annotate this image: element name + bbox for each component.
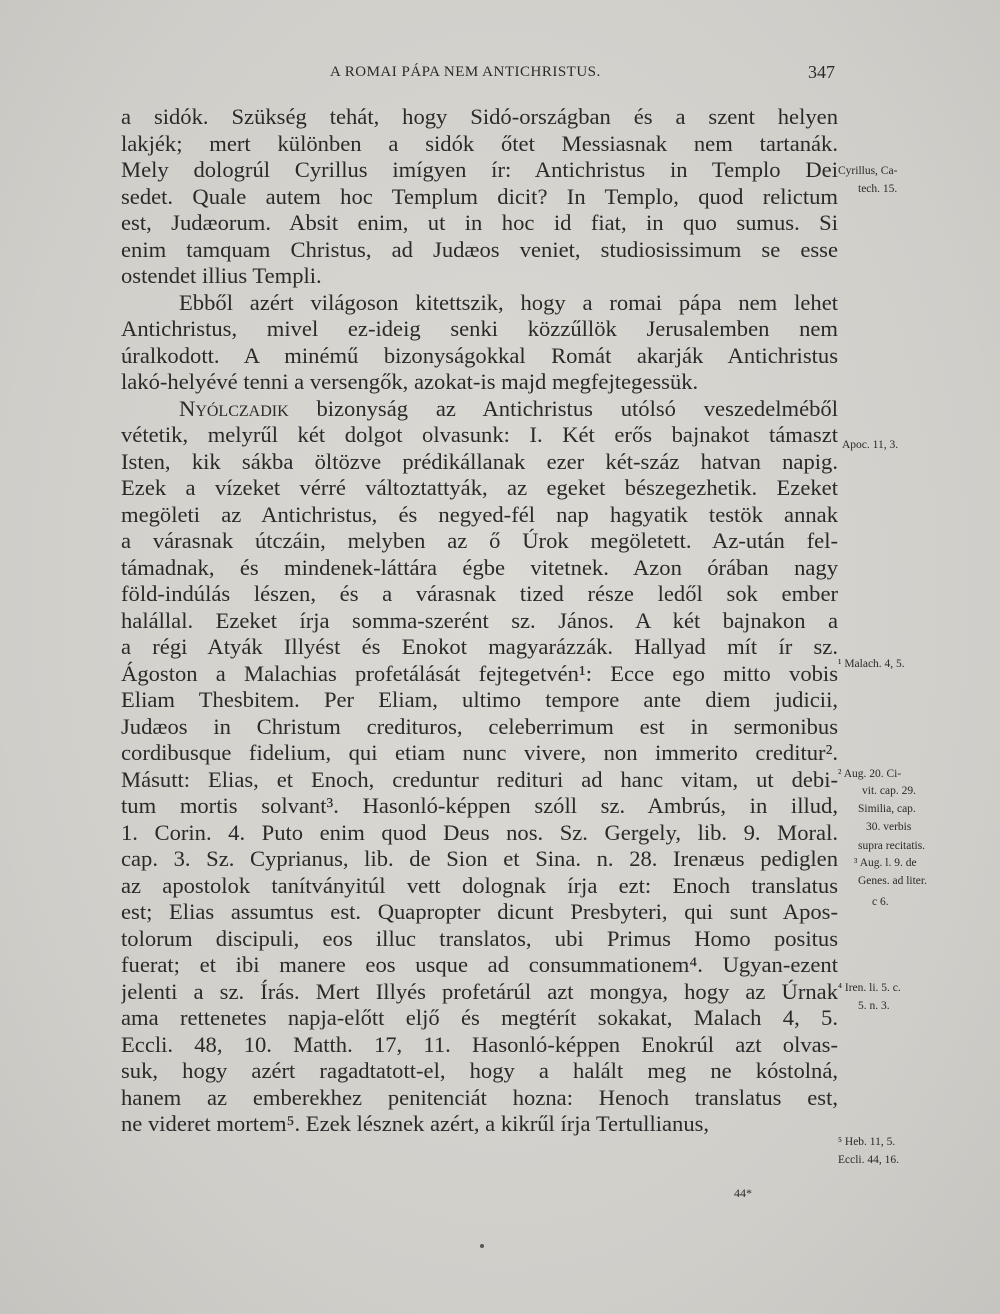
- body-text: [121, 104, 838, 1138]
- text-line: lakjék; mert különben a sidók őtet Messiasnak nem tartanák.: [121, 130, 838, 156]
- text-line: Eliam Thesbitem. Per Eliam, ultimo tempore ante diem judicii,: [121, 687, 838, 712]
- margin-note: ³ Aug. l. 9. de: [854, 857, 917, 869]
- text-line: ostendet illius Templi.: [121, 263, 322, 288]
- margin-note: vit. cap. 29.: [862, 785, 916, 797]
- text-line: vétetik, melyrűl két dolgot olvasunk: I. Két erős bajnakot támaszt: [121, 422, 838, 447]
- text-line: Antichristus, mivel ez-ideig senki közzűllök Jerusalemben nem: [121, 316, 838, 341]
- text-line: a várasnak útczáin, melyben az ő Úrok megöletett. Az-után fel-: [121, 528, 838, 553]
- text-line: úralkodott. A minémű bizonyságokkal Romát akarják Antichristus: [121, 342, 838, 368]
- text-line: Isten, kik sákba öltözve prédikállanak ezer két-száz hatvan napig.: [121, 448, 838, 474]
- margin-note: tech. 15.: [858, 183, 898, 195]
- text-line: enim tamquam Christus, ad Judæos veniet, studiosissimum se esse: [121, 236, 838, 262]
- text-line: Mely dologrúl Cyrillus imígyen ír: Antichristus in Templo Dei: [121, 157, 838, 182]
- text-line: támadnak, és mindenek-láttára égbe vitetnek. Azon órában nagy: [121, 554, 838, 580]
- text-line: Ágoston a Malachias profetálását fejtegetvén¹: Ecce ego mitto vobis: [121, 660, 838, 686]
- text-line: sedet. Quale autem hoc Templum dicit? In Templo, quod relictum: [121, 183, 838, 209]
- margin-note: ⁴ Iren. li. 5. c.: [838, 982, 901, 994]
- margin-note: Similia, cap.: [858, 803, 916, 815]
- text-line: a sidók. Szükség tehát, hogy Sidó-országban és a szent helyen: [121, 104, 838, 129]
- text-line: suk, hogy azért ragadtatott-el, hogy a halált meg ne kóstolná,: [121, 1058, 838, 1083]
- margin-note: ⁵ Heb. 11, 5.: [838, 1136, 896, 1148]
- text-line: megöleti az Antichristus, és negyed-fél nap hagyatik testök annak: [121, 501, 838, 527]
- margin-note: c 6.: [872, 896, 889, 908]
- text-line: föld-indúlás lészen, és a várasnak tized része ledől sok ember: [121, 581, 838, 606]
- text-line: hanem az emberekhez penitenciát hozna: Henoch translatus est,: [121, 1084, 838, 1110]
- text-line: cap. 3. Sz. Cyprianus, lib. de Sion et Sina. n. 28. Irenæus pediglen: [121, 846, 838, 871]
- signature-mark: 44*: [734, 1186, 752, 1200]
- text-line: lakó-helyévé tenni a versengők, azokat-is majd megfejtegessük.: [121, 369, 699, 394]
- margin-note: Cyrillus, Ca-: [838, 165, 898, 177]
- text-line: jelenti a sz. Írás. Mert Illyés profetárúl azt mongya, hogy az Úrnak: [121, 978, 838, 1004]
- text-line: a régi Atyák Illyést és Enokot magyarázzák. Hallyad mít ír sz.: [121, 634, 838, 659]
- margin-note: ² Aug. 20. Ci-: [838, 768, 902, 780]
- running-title: A ROMAI PÁPA NEM ANTICHRISTUS.: [330, 64, 601, 80]
- text-line: ne videret mortem⁵. Ezek lésznek azért, a kikrűl írja Tertullianus,: [121, 1111, 710, 1136]
- text-line: Eccli. 48, 10. Matth. 17, 11. Hasonló-képpen Enokrúl azt olvas-: [121, 1031, 838, 1057]
- margin-note: Genes. ad liter.: [858, 875, 927, 887]
- text-line: tolorum discipuli, eos illuc translatos, ubi Primus Homo positus: [121, 925, 838, 951]
- margin-note: 30. verbis: [866, 821, 912, 833]
- margin-note: supra recitatis.: [858, 840, 926, 852]
- text-line: tum mortis solvant³. Hasonló-képpen szóll sz. Ambrús, in illud,: [121, 793, 838, 818]
- page-number: 347: [808, 62, 835, 82]
- margin-note: 5. n. 3.: [858, 1000, 890, 1012]
- ink-speck: [480, 1244, 484, 1248]
- text-line: est; Elias assumtus est. Quapropter dicunt Presbyteri, qui sunt Apos-: [121, 899, 838, 924]
- text-line: Ezek a vízeket vérré változtattyák, az egeket bészegezhetik. Ezeket: [121, 475, 838, 500]
- text-line: Ebből azért világoson kitettszik, hogy a romai pápa nem lehet: [179, 289, 838, 315]
- text-line: Nyólczadik bizonyság az Antichristus utólsó veszedelméből: [179, 395, 838, 421]
- text-line: az apostolok tanítványitúl vett dolognak írja ezt: Enoch translatus: [121, 872, 838, 898]
- text-line: cordibusque fidelium, qui etiam nunc vivere, non immerito creditur².: [121, 740, 838, 765]
- margin-note: Apoc. 11, 3.: [842, 439, 899, 451]
- text-line: ama rettenetes napja-előtt eljő és megtérít sokakat, Malach 4, 5.: [121, 1005, 838, 1030]
- margin-note: ¹ Malach. 4, 5.: [838, 658, 905, 670]
- text-line: Judæos in Christum credituros, celeberrimum est in sermonibus: [121, 713, 838, 739]
- small-caps-lead: Nyólczadik: [179, 395, 289, 421]
- text-line: Másutt: Elias, et Enoch, creduntur redituri ad hanc vitam, ut debi-: [121, 766, 838, 792]
- text-line: 1. Corin. 4. Puto enim quod Deus nos. Sz. Gergely, lib. 9. Moral.: [121, 819, 838, 845]
- text-line: fuerat; et ibi manere eos usque ad consummationem⁴. Ugyan-ezent: [121, 952, 838, 977]
- margin-note: Eccli. 44, 16.: [838, 1154, 899, 1166]
- text-line: halállal. Ezeket írja somma-szerént sz. János. A két bajnakon a: [121, 607, 838, 633]
- page-header: [0, 62, 1000, 86]
- text-line: est, Judæorum. Absit enim, ut in hoc id fiat, in quo sumus. Si: [121, 210, 838, 235]
